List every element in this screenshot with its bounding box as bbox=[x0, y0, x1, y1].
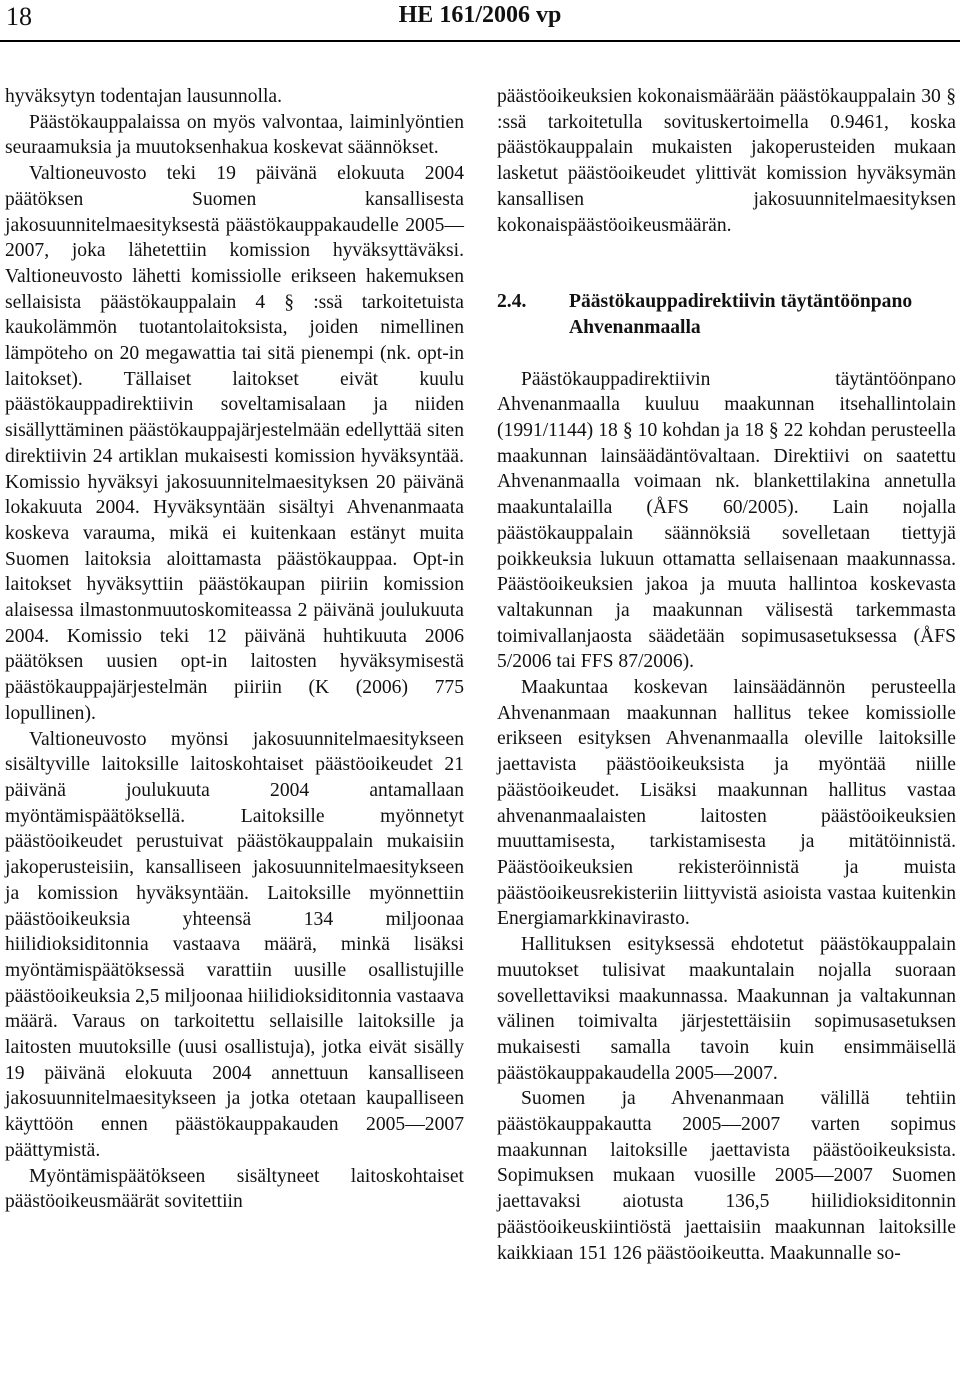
paragraph: Maakuntaa koskevan lainsäädännön perusteella Ahvenanmaan maakunnan hallitus tekee komissiolle erikseen esityksen Ahvenanmaalla oleville laitoksille jaettavista päästöoikeuksista ja myöntää niille päästöoikeudet. Lisäksi maakunnan hallitus vastaa ahvenanmaalaisten laitosten päästöoikeuksien muuttamisesta, tarkistamisesta ja mitätöinnistä. Päästöoikeuksien rekisteröinnistä ja muista päästöoikeusrekisteriin liittyvistä asioista vastaa kuitenkin Energiamarkkinavirasto. bbox=[497, 677, 956, 930]
paragraph: Hallituksen esityksessä ehdotetut päästökauppalain muutokset tulisivat maakuntalain nojalla suoraan sovellettaviksi maakunnassa. Maakunnan ja valtakunnan välinen toimivalta järjestettäisiin sopimusasetuksen mukaisesti samalla tavoin kuin ensimmäisellä päästökauppakaudella 2005—2007. bbox=[497, 934, 956, 1084]
paragraph: Valtioneuvosto teki 19 päivänä elokuuta 2004 päätöksen Suomen kansallisesta jakosuunnitelmaesityksestä päästökauppakaudelle 2005—2007, joka lähetettiin komission hyväksyttäväksi. Valtioneuvosto lähetti komissiolle erikseen hakemuksen sellaisista päästökauppalain 4 § :ssä tarkoitetuista kaukolämmön tuotantolaitoksista, joiden nimellinen lämpöteho on 20 megawattia tai sitä pienempi (nk. opt-in laitokset). Tällaiset laitokset eivät kuulu päästökauppadirektiivin soveltamisalaan ja niiden sisällyttäminen päästökauppajärjestelmään edellyttää siten direktiivin 24 artiklan mukaisesti komission hyväksyntää. Komissio hyväksyi jakosuunnitelmaesityksen 20 päivänä lokakuuta 2004. Hyväksyntään sisältyi Ahvenanmaata koskeva varauma, mikä ei kuitenkaan estänyt muita Suomen laitoksia aloittamasta päästökauppaa. Opt-in laitokset hyväksyttiin päästökaupan piiriin komission alaisessa ilmastonmuutoskomiteassa 2 päivänä joulukuuta 2004. Komissio teki 12 päivänä huhtikuuta 2006 päätöksen uusien opt-in laitosten hyväksymisestä päästökauppajärjestelmän piiriin (K (2006) 775 lopullinen). bbox=[5, 163, 464, 724]
document-id: HE 161/2006 vp bbox=[398, 2, 562, 28]
header-rule bbox=[0, 40, 960, 42]
section-number: 2.4. bbox=[497, 291, 527, 313]
paragraph: päästöoikeuksien kokonaismäärään päästökauppalain 30 § :ssä tarkoitetulla sovituskertoimella 0.9461, koska päästökauppalain mukaisten jakoperusteiden mukaan lasketut päästöoikeudet ylittivät komission hyväksymän kansallisen jakosuunnitelmaesityksen kokonaispäästöoikeusmäärän. bbox=[497, 86, 956, 236]
section-heading bbox=[497, 289, 956, 340]
heading-gap bbox=[497, 341, 956, 367]
section-title: Päästökauppadirektiivin täytäntöönpano Ahvenanmaalla bbox=[569, 291, 913, 338]
right-column bbox=[497, 84, 956, 1266]
page-header bbox=[0, 0, 960, 40]
left-column bbox=[5, 84, 464, 1215]
paragraph: hyväksytyn todentajan lausunnolla. bbox=[5, 86, 282, 107]
page-number: 18 bbox=[6, 2, 32, 31]
paragraph: Päästökauppadirektiivin täytäntöönpano Ahvenanmaalla kuuluu maakunnan itsehallintolain (1991/1144) 18 § 10 kohdan ja 18 § 22 kohdan perusteella maakunnan lainsäädäntövaltaan. Direktiivi on saatettu Ahvenanmaalla voimaan nk. blankettilakina annetulla maakuntalailla (ÅFS 60/2005). Lain nojalla päästökauppalain säännöksiä sovelletaan tiettyjä poikkeuksia lukuun ottamatta sellaisenaan maakunnassa. Päästöoikeuksien jakoa ja muuta hallintoa koskevasta valtakunnan ja maakunnan välisestä tarkemmasta toimivallanjaosta säädetään sopimusasetuksessa (ÅFS 5/2006 tai FFS 87/2006). bbox=[497, 368, 956, 673]
section-gap bbox=[497, 238, 956, 289]
paragraph: Päästökauppalaissa on myös valvontaa, laiminlyöntien seuraamuksia ja muutoksenhakua koskevat säännökset. bbox=[5, 111, 464, 159]
paragraph: Valtioneuvosto myönsi jakosuunnitelmaesitykseen sisältyville laitoksille laitoskohtaiset päästöoikeudet 21 päivänä joulukuuta 2004 antamallaan myöntämispäätöksellä. Laitoksille myönnetyt päästöoikeudet perustuivat päästökauppalain mukaisiin jakoperusteisiin, kansalliseen jakosuunnitelmaesitykseen ja komission hyväksyntään. Laitoksille myönnettiin päästöoikeuksia yhteensä 134 miljoonaa hiilidioksiditonnia vastaava määrä, minkä lisäksi myöntämispäätöksessä varattiin uusille osallistujille päästöoikeuksia 2,5 miljoonaa hiilidioksiditonnia vastaava määrä. Varaus on tarkoitettu sellaisille laitoksille ja laitosten muutoksille (uusi osallistuja), jotka eivät sisälly 19 päivänä elokuuta 2004 annettuun kansalliseen jakosuunnitelmaesitykseen ja jotka otetaan kaupalliseen käyttöön ennen päästökauppakauden 2005—2007 päättymistä. bbox=[5, 728, 464, 1161]
paragraph: Suomen ja Ahvenanmaan välillä tehtiin päästökauppakautta 2005—2007 varten sopimus maakunnan laitoksille jaettavista päästöoikeuksista. Sopimuksen mukaan vuosille 2005—2007 Suomen jaettavaksi aiotusta 136,5 hiilidioksiditonnin päästöoikeuskiintiöstä jaettaisiin maakunnan laitoksille kaikkiaan 151 126 päästöoikeutta. Maakunnalle so- bbox=[497, 1088, 956, 1264]
paragraph: Myöntämispäätökseen sisältyneet laitoskohtaiset päästöoikeusmäärät sovitettiin bbox=[5, 1165, 464, 1213]
